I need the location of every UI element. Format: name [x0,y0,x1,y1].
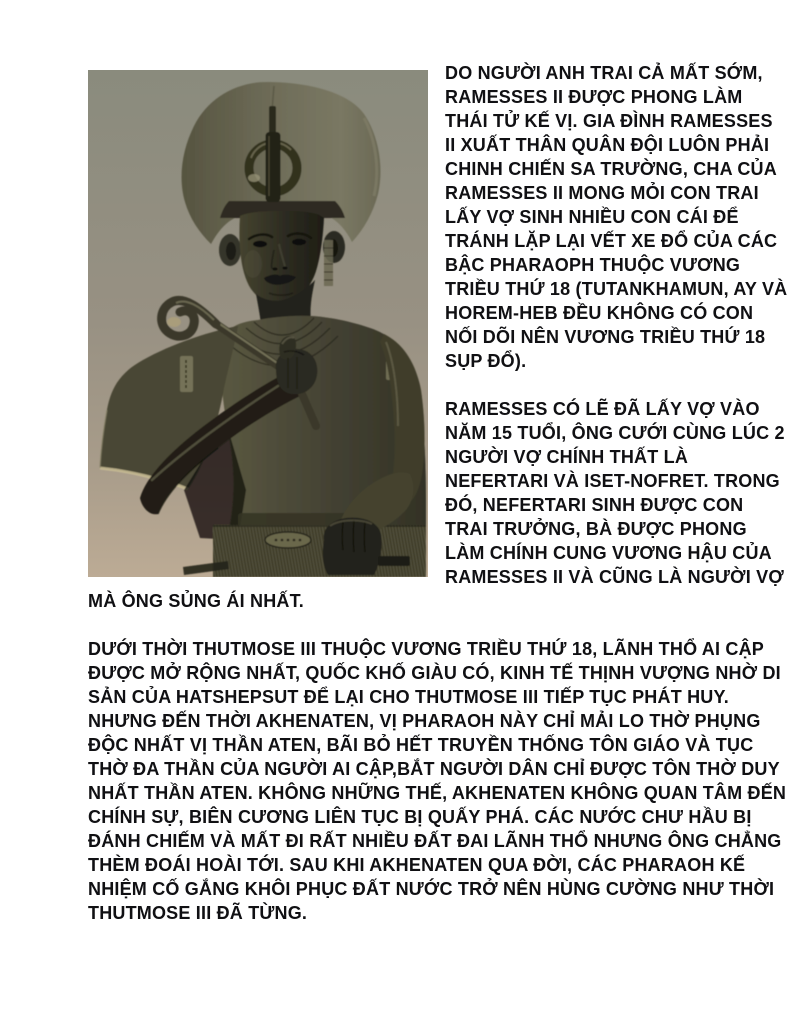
left-fist [323,518,382,575]
left-eye [253,241,267,247]
statue-photo [88,70,428,577]
seat-edge [378,556,410,566]
paragraph-wives: RAMESSES CÓ LẼ ĐÃ LẤY VỢ VÀO NĂM 15 TUỔI, ÔNG CƯỚI CÙNG LÚC 2 NGƯỜI VỢ CHÍNH THẤT LÀ NEFERTARI VÀ ISET-NOFRET. TRONG ĐÓ, NEFERTARI SINH ĐƯỢC CON TRAI TRƯỞNG, BÀ ĐƯỢC PHONG LÀM CHÍNH CUNG VƯƠNG HẬU CỦA RAMESSES II VÀ CŨNG LÀ NGƯỜI VỢ MÀ ÔNG SỦNG ÁI NHẤT. [88,399,785,611]
paragraph-succession: DO NGƯỜI ANH TRAI CẢ MẤT SỚM, RAMESSES II ĐƯỢC PHONG LÀM THÁI TỬ KẾ VỊ. GIA ĐÌNH RAMESSES II XUẤT THÂN QUÂN ĐỘI LUÔN PHẢI CHINH CHIẾN SA TRƯỜNG, CHA CỦA RAMESSES II MONG MỎI CON TRAI LẤY VỢ SINH NHIỀU CON CÁI ĐỂ TRÁNH LẶP LẠI VẾT XE ĐỔ CỦA CÁC BẬC PHARAOPH THUỘC VƯƠNG TRIỀU THỨ 18 (TUTANKHAMUN, AY VÀ HOREM-HEB ĐỀU KHÔNG CÓ CON NỐI DÕI NÊN VƯƠNG TRIỀU THỨ 18 SỤP ĐỔ). [445,63,788,371]
right-eye [292,239,306,245]
paragraph-dynasty-history: DƯỚI THỜI THUTMOSE III THUỘC VƯƠNG TRIỀU THỨ 18, LÃNH THỔ AI CẬP ĐƯỢC MỞ RỘNG NHẤT, QUỐC KHỐ GIÀU CÓ, KINH TẾ THỊNH VƯỢNG NHỜ DI SẢN CỦA HATSHEPSUT ĐỂ LẠI CHO THUTMOSE III TIẾP TỤC PHÁT HUY. NHƯNG ĐẾN THỜI AKHENATEN, VỊ PHARAOH NÀY CHỈ MẢI LO THỜ PHỤNG ĐỘC NHẤT VỊ THẦN ATEN, BÃI BỎ HẾT TRUYỀN THỐNG TÔN GIÁO VÀ TỤC THỜ ĐA THẦN CỦA NGƯỜI AI CẬP,BẮT NGƯỜI DÂN CHỈ ĐƯỢC TÔN THỜ DUY NHẤT THẦN ATEN. KHÔNG NHỮNG THẾ, AKHENATEN KHÔNG QUAN TÂM ĐẾN CHÍNH SỰ, BIÊN CƯƠNG LIÊN TỤC BỊ QUẤY PHÁ. CÁC NƯỚC CHƯ HẦU BỊ ĐÁNH CHIẾM VÀ MẤT ĐI RẤT NHIỀU ĐẤT ĐAI LÃNH THỔ NHƯNG ÔNG CHẲNG THÈM ĐOÁI HOÀI TỚI. SAU KHI AKHENATEN QUA ĐỜI, CÁC PHARAOH KẾ NHIỆM CỐ GẮNG KHÔI PHỤC ĐẤT NƯỚC TRỞ NÊN HÙNG CƯỜNG NHƯ THỜI THUTMOSE III ĐÃ TỪNG. [88,639,787,923]
ramesses-statue-illustration [88,70,428,577]
